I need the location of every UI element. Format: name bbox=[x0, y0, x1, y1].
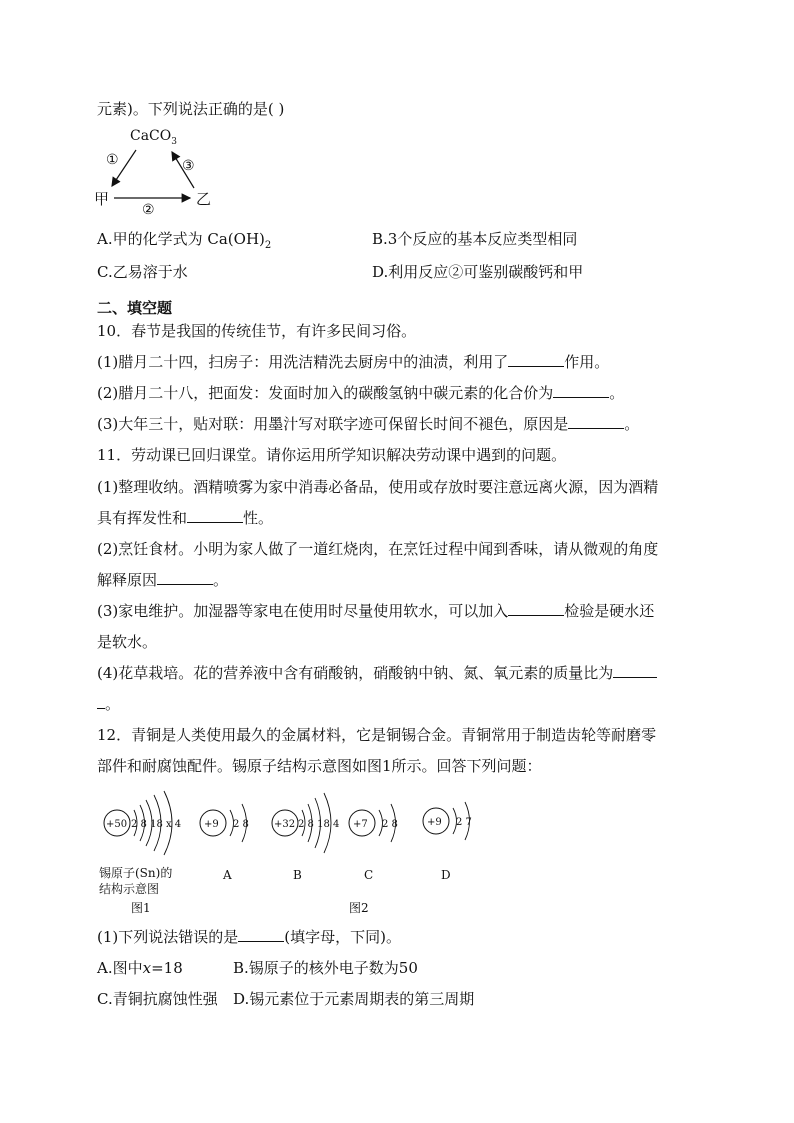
atom-d bbox=[423, 802, 472, 840]
node-jia: 甲 bbox=[94, 190, 110, 208]
q11-part2-line2: 解释原因 。 bbox=[97, 571, 229, 589]
q12-option-b: B.锡原子的核外电子数为50 bbox=[233, 959, 418, 977]
q12-stem-line1: 12．青铜是人类使用最久的金属材料，它是铜锡合金。青铜常用于制造齿轮等耐磨零 bbox=[97, 726, 657, 744]
svg-text:2 8 18 4: 2 8 18 4 bbox=[298, 819, 340, 830]
q9-option-b: B.3个反应的基本反应类型相同 bbox=[372, 230, 578, 248]
atom-a bbox=[200, 804, 249, 842]
atom-b bbox=[272, 793, 339, 853]
caption-sn-line1: 锡原子(Sn)的 bbox=[99, 866, 173, 880]
section-title: 二、填空题 bbox=[97, 299, 173, 317]
svg-text:+7: +7 bbox=[353, 819, 368, 830]
q10-stem: 10．春节是我国的传统佳节，有许多民间习俗。 bbox=[97, 322, 417, 340]
q11-part2-line1: (2)烹饪食材。小明为家人做了一道红烧肉，在烹饪过程中闻到香味，请从微观的角度 bbox=[97, 540, 659, 558]
q12-option-d: D.锡元素位于元素周期表的第三周期 bbox=[233, 990, 475, 1008]
answer-blank bbox=[568, 414, 624, 429]
q9-option-d: D.利用反应②可鉴别碳酸钙和甲 bbox=[372, 263, 584, 281]
q10-part2: (2)腊月二十八，把面发：发面时加入的碳酸氢钠中碳元素的化合价为 。 bbox=[97, 384, 625, 402]
label-r2: ② bbox=[142, 202, 155, 216]
answer-blank bbox=[613, 663, 657, 678]
q11-part4-line1: (4)花草栽培。花的营养液中含有硝酸钠，硝酸钠中钠、氮、氧元素的质量比为 bbox=[97, 663, 657, 683]
q11-part3-line2: 是软水。 bbox=[97, 633, 158, 651]
caption-sn-line2: 结构示意图 bbox=[99, 882, 160, 896]
answer-blank bbox=[157, 570, 213, 585]
answer-blank bbox=[508, 352, 564, 367]
answer-blank bbox=[97, 694, 105, 709]
svg-text:+9: +9 bbox=[427, 817, 442, 828]
q12-option-c: C.青铜抗腐蚀性强 bbox=[97, 990, 218, 1008]
q11-part4-line2: 。 bbox=[97, 694, 120, 714]
q11-part1-line1: (1)整理收纳。酒精喷雾为家中消毒必备品，使用或存放时要注意远离火源，因为酒精 bbox=[97, 478, 659, 496]
svg-text:2 8: 2 8 bbox=[233, 819, 249, 830]
svg-text:+9: +9 bbox=[204, 819, 219, 830]
answer-blank bbox=[508, 601, 564, 616]
svg-text:+32: +32 bbox=[274, 819, 296, 830]
atomic-structure-figure bbox=[100, 788, 500, 864]
svg-text:2 8: 2 8 bbox=[382, 819, 398, 830]
caption-a: A bbox=[223, 868, 232, 882]
svg-text:2 8 18 x 4: 2 8 18 x 4 bbox=[131, 819, 182, 830]
q9-intro: 元素)。下列说法正确的是( ) bbox=[97, 100, 285, 118]
node-caco3: CaCO$_3$ bbox=[130, 128, 177, 147]
q12-part1: (1)下列说法错误的是 (填字母，下同)。 bbox=[97, 928, 401, 946]
q10-part3: (3)大年三十，贴对联：用墨汁写对联字迹可保留长时间不褪色，原因是 。 bbox=[97, 415, 640, 433]
svg-text:+50: +50 bbox=[106, 819, 128, 830]
q12-option-a: A.图中x=18 bbox=[97, 959, 183, 977]
atom-sn bbox=[104, 791, 181, 855]
q9-option-c: C.乙易溶于水 bbox=[97, 263, 188, 281]
caption-d: D bbox=[441, 868, 451, 882]
caption-b: B bbox=[293, 868, 302, 882]
q11-part1-line2: 具有挥发性和 性。 bbox=[97, 509, 274, 527]
svg-text:2 7: 2 7 bbox=[456, 817, 472, 828]
label-r3: ③ bbox=[182, 158, 195, 174]
answer-blank bbox=[187, 508, 243, 523]
q9-option-a: A.甲的化学式为 $Ca(OH)_2$ bbox=[97, 230, 272, 251]
answer-blank bbox=[238, 927, 284, 942]
caption-c: C bbox=[364, 868, 374, 882]
figure-2-label: 图2 bbox=[349, 901, 369, 915]
figure-1-label: 图1 bbox=[131, 901, 151, 915]
q10-part1: (1)腊月二十四，扫房子：用洗洁精洗去厨房中的油渍，利用了 作用。 bbox=[97, 353, 610, 371]
q11-stem: 11．劳动课已回归课堂。请你运用所学知识解决劳动课中遇到的问题。 bbox=[97, 446, 567, 464]
label-r1: ① bbox=[106, 152, 119, 168]
node-yi: 乙 bbox=[196, 190, 212, 208]
q11-part3-line1: (3)家电维护。加湿器等家电在使用时尽量使用软水，可以加入 检验是硬水还 bbox=[97, 602, 655, 620]
reaction-cycle-diagram bbox=[90, 124, 230, 216]
answer-blank bbox=[553, 383, 609, 398]
q12-stem-line2: 部件和耐腐蚀配件。锡原子结构示意图如图1所示。回答下列问题： bbox=[97, 757, 542, 775]
atom-c bbox=[349, 804, 398, 842]
